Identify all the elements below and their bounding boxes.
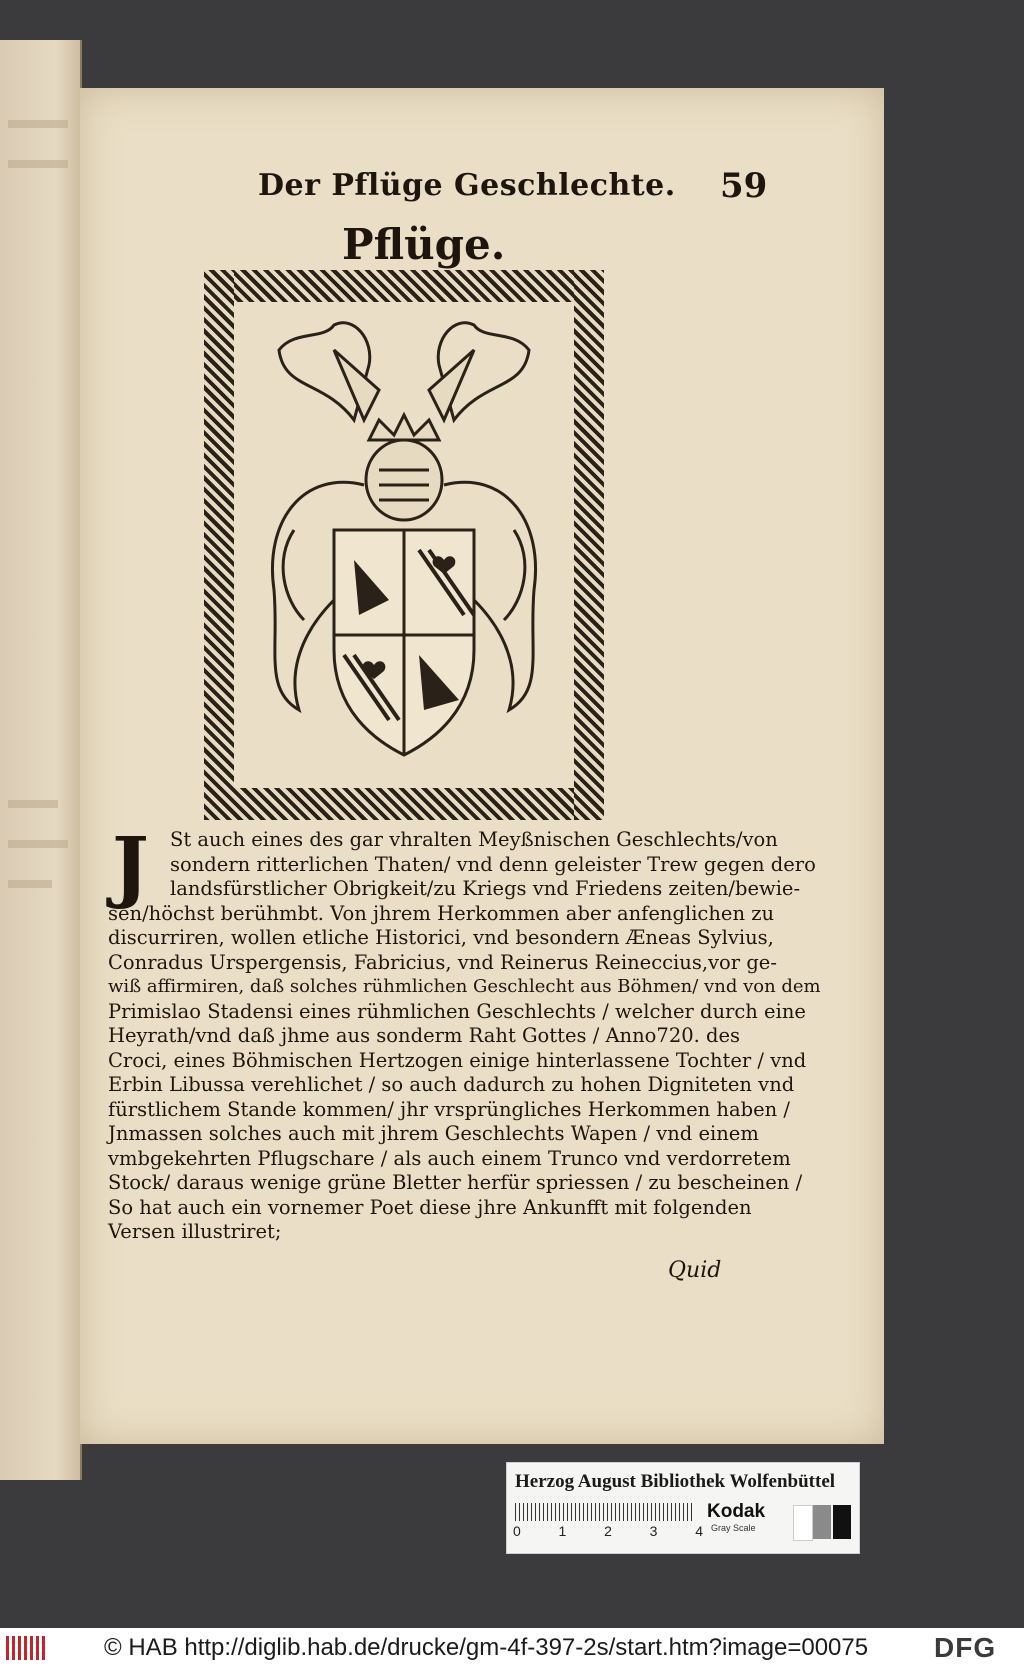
kodak-brand: Kodak	[707, 1501, 766, 1522]
body-line: vmbgekehrten Pflugschare / als auch einem Trunco vnd verdorretem	[108, 1146, 791, 1170]
body-line: St auch eines des gar vhralten Meyßnischen Geschlechts/von	[170, 828, 778, 851]
gray-swatch-white	[793, 1505, 813, 1541]
family-name-heading: Pflüge.	[342, 220, 506, 269]
book-page	[80, 88, 884, 1444]
library-name: Herzog August Bibliothek Wolfenbüttel	[515, 1471, 836, 1492]
ruler-number: 3	[649, 1523, 658, 1539]
body-line: So hat auch ein vornemer Poet diese jhre Ankunfft mit folgenden	[108, 1195, 752, 1219]
body-line: Conradus Urspergensis, Fabricius, vnd Reinerus Reineccius,vor ge-	[108, 950, 777, 974]
left-page-edge	[0, 40, 82, 1480]
body-line: Croci, eines Böhmischen Hertzogen einige hinterlassene Tochter / vnd	[108, 1048, 807, 1072]
body-line: Jnmassen solches auch mit jhrem Geschlechts Wapen / vnd einem	[108, 1122, 759, 1145]
body-line: Erbin Libussa verehlichet / so auch dadurch zu hohen Digniteten vnd	[108, 1073, 795, 1096]
left-page-ghost-text	[8, 880, 52, 888]
body-line: sen/höchst berühmbt. Von jhrem Herkommen aber anfenglichen zu	[108, 901, 775, 925]
left-page-ghost-text	[8, 160, 68, 168]
ruler-numbers	[513, 1523, 703, 1539]
gray-scale-label: Gray Scale	[711, 1523, 756, 1533]
ruler-number: 4	[695, 1523, 703, 1539]
ruler-number: 1	[558, 1523, 567, 1539]
body-line: landsfürstlicher Obrigkeit/zu Kriegs vnd Friedens zeiten/bewie-	[170, 877, 801, 900]
body-line: Versen illustriret;	[108, 1220, 282, 1243]
body-line: Primislao Stadensi eines rühmlichen Geschlechts / welcher durch eine	[108, 999, 806, 1023]
gray-swatch-black	[833, 1505, 851, 1539]
body-line: fürstlichem Stande kommen/ jhr vrsprüngliches Herkommen haben /	[108, 1097, 790, 1121]
ruler-number: 0	[513, 1523, 521, 1539]
dfg-logo: DFG	[934, 1632, 997, 1663]
hab-logo-icon	[6, 1636, 48, 1660]
viewer-footer	[0, 1628, 1024, 1667]
ruler-number: 2	[604, 1523, 612, 1539]
catchword: Quid	[668, 1258, 722, 1283]
drop-cap: J	[112, 821, 149, 912]
page-header	[80, 168, 884, 216]
left-page-ghost-text	[8, 840, 68, 848]
body-line: discurriren, wollen etliche Historici, vnd besondern Æneas Sylvius,	[108, 926, 774, 949]
page-number: 59	[720, 166, 768, 206]
body-line: wiß affirmiren, daß solches rühmlichen Geschlecht aus Böhmen/ vnd von dem	[108, 976, 821, 997]
left-page-ghost-text	[8, 120, 68, 128]
coat-of-arms-icon	[204, 270, 604, 820]
body-line: Heyrath/vnd daß jhme aus sonderm Raht Gottes / Anno720. des	[108, 1024, 741, 1047]
scale-ruler	[515, 1503, 695, 1521]
coat-of-arms-woodcut	[204, 270, 604, 820]
body-line: Stock/ daraus wenige grüne Bletter herfür spriessen / zu bescheinen /	[108, 1171, 803, 1194]
footer-credit[interactable]: © HAB http://diglib.hab.de/drucke/gm-4f-397-2s/start.htm?image=00075	[104, 1634, 869, 1661]
running-title: Der Pflüge Geschlechte.	[258, 168, 676, 203]
body-line: sondern ritterlichen Thaten/ vnd denn geleister Trew gegen dero	[170, 852, 816, 876]
library-color-card	[506, 1462, 860, 1554]
body-text	[108, 821, 821, 1245]
left-page-ghost-text	[8, 800, 58, 808]
gray-swatch-mid	[813, 1505, 831, 1539]
